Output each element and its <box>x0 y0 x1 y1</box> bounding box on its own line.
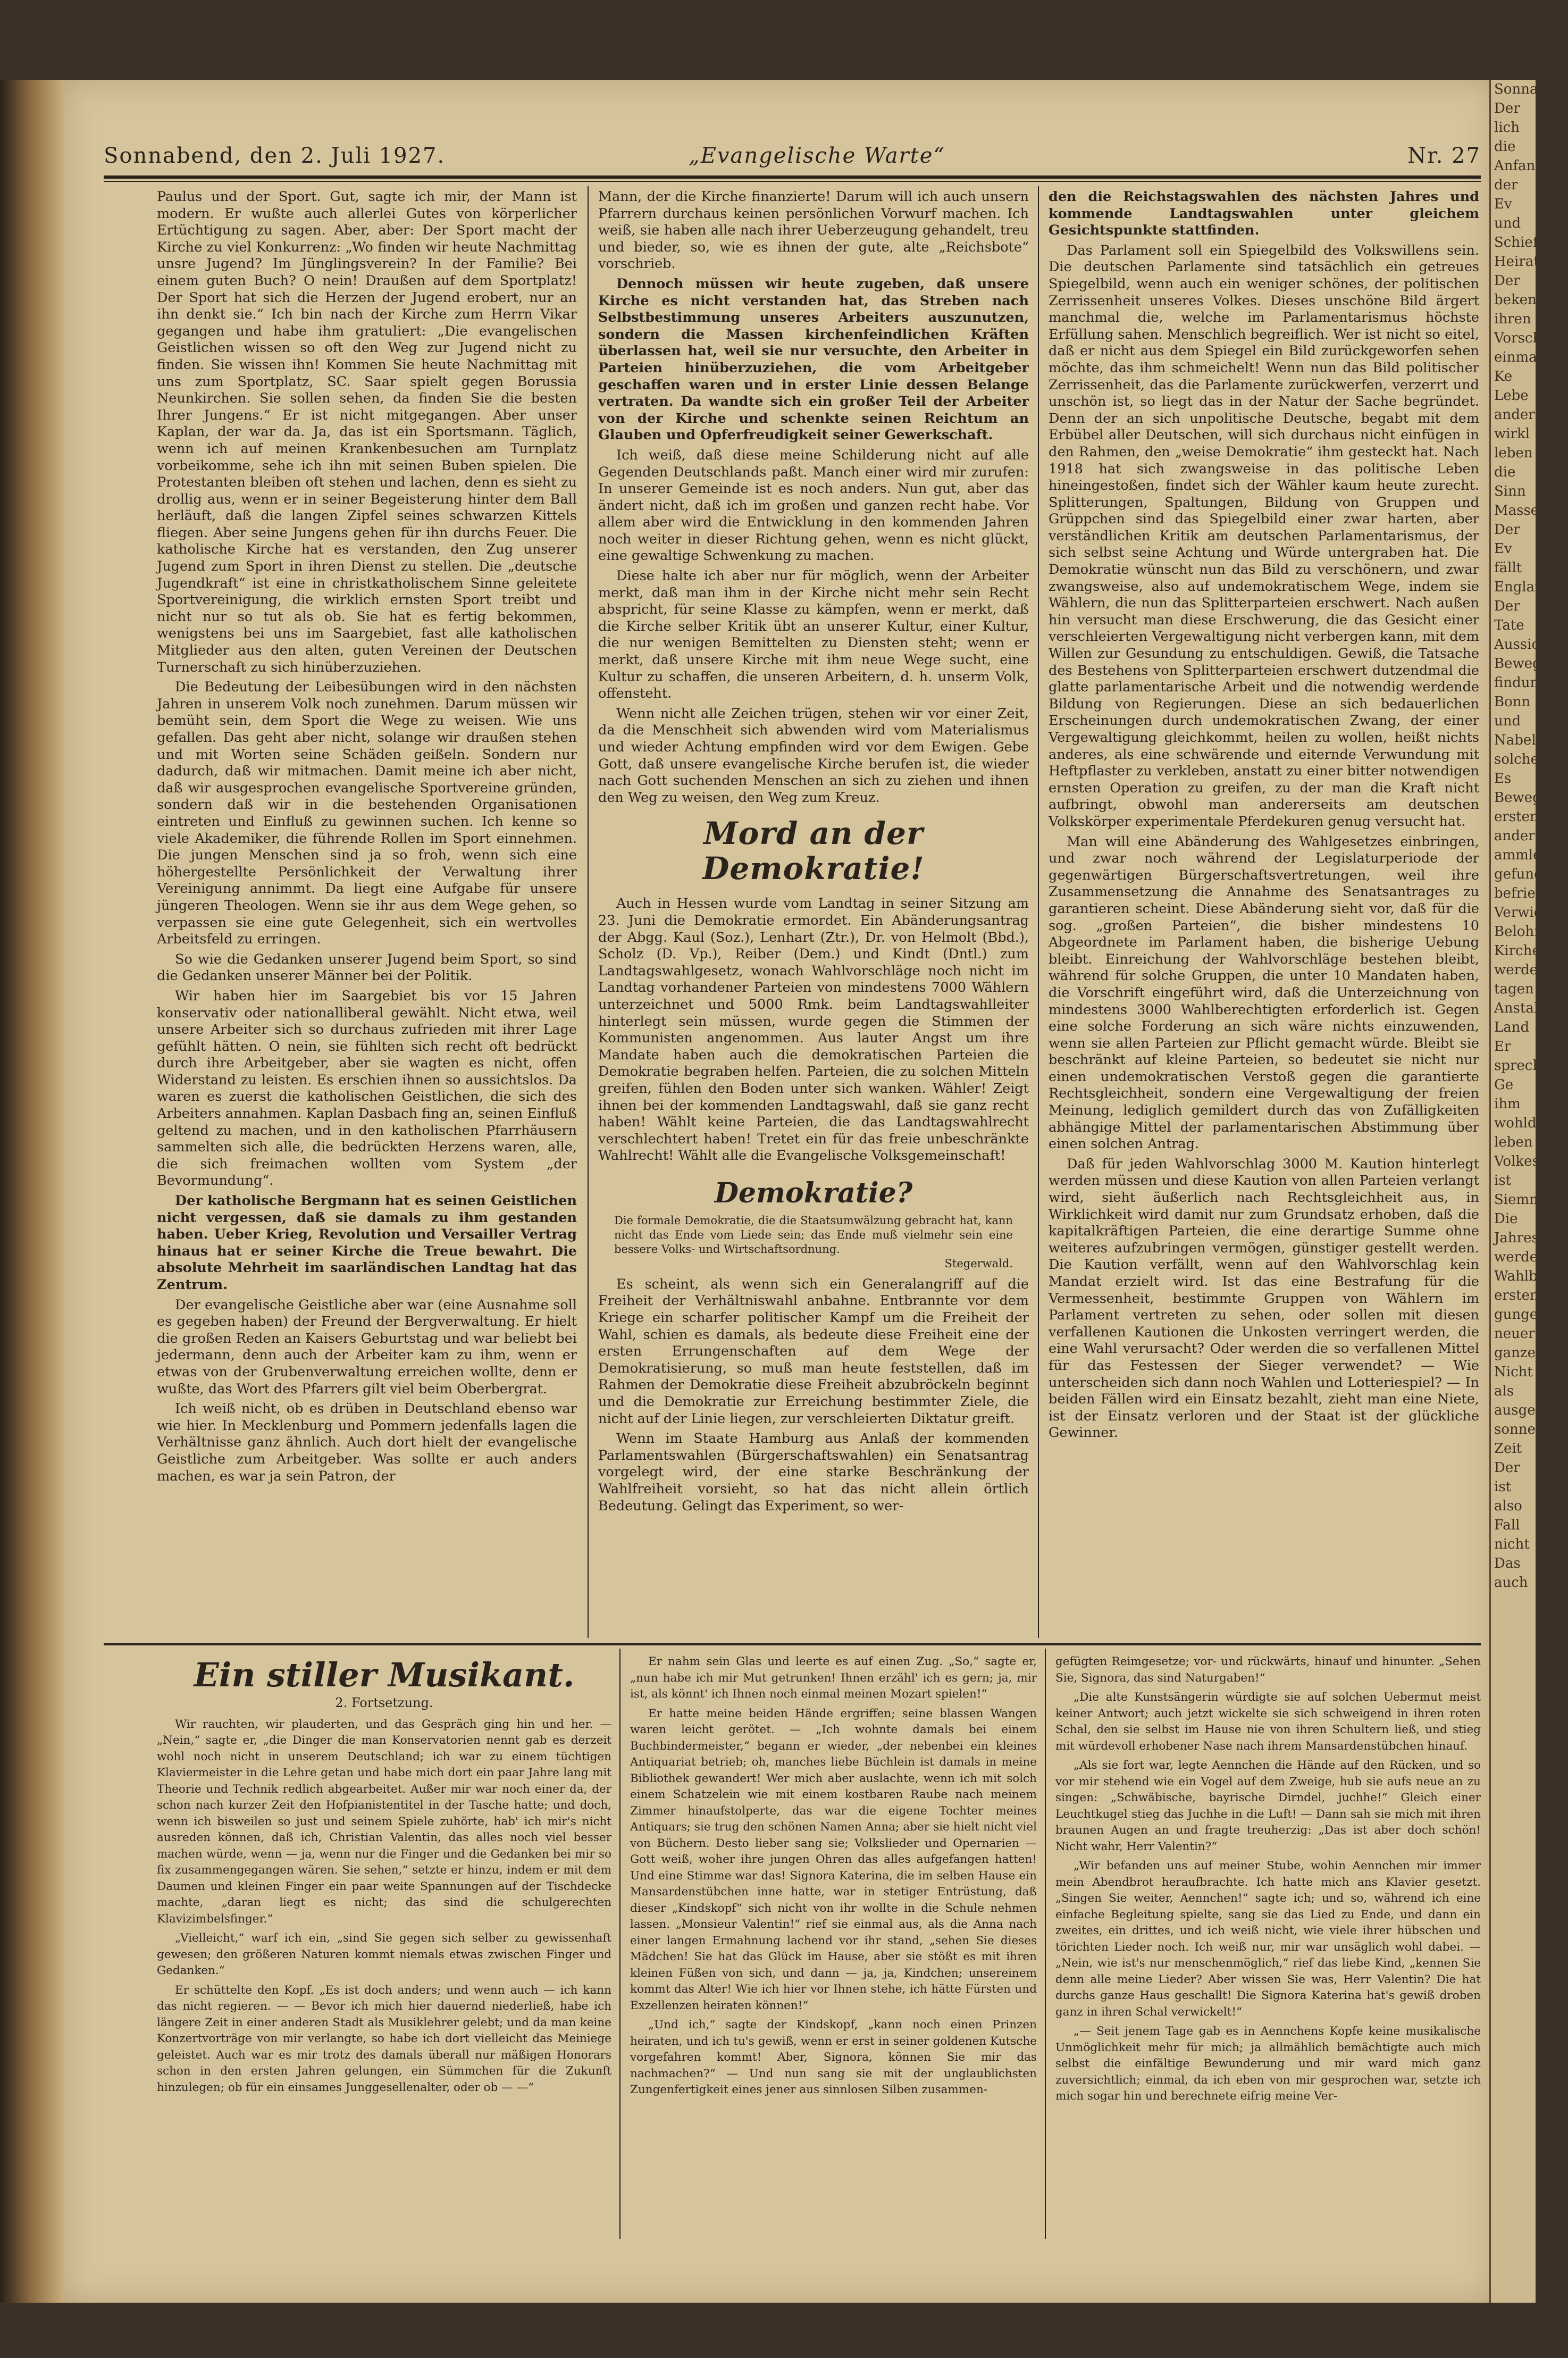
edge-fragment: bekenn <box>1494 292 1546 308</box>
edge-fragment: werden <box>1494 1249 1547 1265</box>
edge-fragment: Der <box>1494 273 1520 289</box>
edge-fragment: Vorsch <box>1494 330 1542 346</box>
paragraph: Das Parlament soll ein Spiegelbild des Volkswillens sein. Die deutschen Parlamente sind tatsächlich ein getreues Spiegelbild, wenn auch ein weniger schönes, der politischen Zerrissenheit unseres Volkes. Dieses unschöne Bild ärgert manchmal die, welche im Parlamentarismus höchste Erfüllung sahen. Menschlich begreiflich. Wer ist nicht so eitel, daß er nicht aus dem Spiegel ein Bild zurückgeworfen sehen möchte, das ihm schmeichelt! Wenn nun das Bild politischer Zerrissenheit, das die Parlamente zurückwerfen, verzerrt und unschön ist, so liegt das in der Natur der Sache begründet. Denn der an sich unpolitische Deutsche, begabt mit dem Erbübel aller Deutschen, will sich durchaus nicht einfügen in den Rahmen, den „weise Demokratie“ ihm gesteckt hat. Nach 1918 hat sich zwangsweise in das politische Leben hineingestoßen, findet sich der Wähler kaum heute zurecht. Splitterungen, Spaltungen, Bildung von Gruppen und Grüppchen sind das Spiegelbild einer zwar harten, aber verständlichen Kritik am deutschen Parlamentarismus, der sich selbst seine Achtung und Würde untergraben hat. Die Demokratie wünscht nun das Bild zu verschönern, und zwar zwangsweise, also auf undemokratischem Wege, indem sie Wählern, die nun das Splitterparteien erschwert. Nach außen hin versucht man diese Erschwerung, die das Gesicht einer verschleierten Vergewaltigung nicht verbergen kann, mit dem Willen zur Gesundung zu entschuldigen. Gewiß, die Tatsache des Bestehens von Splitterparteien erschwert dutzendmal die glatte parlamentarische Arbeit und die notwendig werdende Bildung von Regierungen. Diese an sich bedauerlichen Erscheinungen durch undemokratischen Zwang, der einer Vergewaltigung gleichkommt, heilen zu wollen, heißt nichts anderes, als eine schwärende und eiternde Verwundung mit Heftpflaster zu verkleben, anstatt zu einer bitter notwendigen ernsten Operation zu greifen, zu der man die Kraft nicht aufbringt, obwohl man andererseits am deutschen Volkskörper experimentale Pferdekuren genug versucht hat. <box>1049 242 1479 830</box>
column-divider <box>1045 1649 1046 2239</box>
edge-fragment: ist <box>1494 1479 1512 1495</box>
paragraph: Der evangelische Geistliche aber war (eine Ausnahme soll es gegeben haben) der Freund der Bergverwaltung. Er hielt die großen Reden an Kaisers Geburtstag und war beliebt bei jedermann, denn auch der Arbeiter kam zu ihm, wenn er etwas von der Grubenverwaltung erreichen wollte, denn er wußte, das Wort des Pfarrers gilt viel beim Oberbergrat. <box>157 1297 577 1397</box>
paragraph: Er hatte meine beiden Hände ergriffen; seine blassen Wangen waren leicht gerötet. — „Ich wohnte damals bei einem Buchbindermeister,“ begann er wieder, „der nebenbei ein kleines Antiquariat betrieb; oh, manches liebe Büchlein ist damals in meine Bibliothek gewandert! Wer mich aber auslachte, wenn ich mit solch einem Schatzelein wie mit einem kostbaren Raube nach meinem Zimmer hinaufstolperte, das war die eigene Tochter meines Antiquars; sie trug den schönen Namen Anna; aber sie hielt nicht viel von Büchern. Desto lieber sang sie; Volkslieder und Opernarien — Gott weiß, woher ihre jungen Ohren das alles aufgefangen hatten! Und eine Stimme war das! Signora Katerina, die im selben Hause ein Mansardenstübchen inne hatte, war in stetiger Entrüstung, daß dieser „Kindskopf“ sich nicht von ihr wollte in die Schule nehmen lassen. „Monsieur Valentin!“ rief sie einmal aus, als die Anna nach einer langen Ermahnung lachend vor ihr stand, „sehen Sie dieses Mädchen! Sie hat das Glück im Hause, aber sie stößt es mit ihren kleinen Füßen von sich, und dann — ja, ja, Kindchen; unsereinem kommt das Alter! Wie ich hier vor Ihnen stehe, ich hätte Fürsten und Exzellenzen heiraten können!“ <box>630 1707 1037 2012</box>
paragraph: den die Reichstagswahlen des nächsten Jahres und kommende Landtagswahlen unter gleichem Gesichtspunkte stattfinden. <box>1049 189 1479 239</box>
paragraph: Ich weiß, daß diese meine Schilderung nicht auf alle Gegenden Deutschlands paßt. Manch einer wird mir zurufen: In unserer Gemeinde ist es noch anders. Nun gut, aber das ändert nicht, daß ich im großen und ganzen recht habe. Vor allem aber wird die Entwicklung in den kommenden Jahren noch weiter in dieser Richtung gehen, wenn es nicht glückt, eine gewaltige Schwenkung zu machen. <box>598 447 1029 564</box>
edge-fragment: Zeit <box>1494 1441 1522 1457</box>
book-spine <box>0 80 74 2303</box>
column-divider <box>588 186 589 1638</box>
edge-fragment: die <box>1494 464 1516 480</box>
edge-fragment: Masse <box>1494 503 1539 519</box>
edge-fragment: Ge <box>1494 1077 1514 1093</box>
edge-fragment: leben <box>1494 445 1533 461</box>
edge-fragment: und <box>1494 713 1521 729</box>
feuilleton-rule <box>104 1643 1481 1645</box>
paragraph: Wenn im Staate Hamburg aus Anlaß der kommenden Parlamentswahlen (Bürgerschaftswahlen) ein Senatsantrag vorgelegt wird, der eine starke Beschränkung der Wahlfreiheit vorsieht, so hat das nicht allein örtlich Bedeutung. Gelingt das Experiment, so wer- <box>598 1431 1029 1514</box>
paragraph: Dennoch müssen wir heute zugeben, daß unsere Kirche es nicht verstanden hat, das Streben nach Selbstbestimmung unseres Arbeiters auszunutzen, sondern die Massen kirchenfeindlichen Kräften überlassen hat, weil sie nur versuchte, den Arbeiter in Parteien hinüberzuziehen, die vom Arbeitgeber geschaffen waren und in erster Linie dessen Belange vertraten. Da wandte sich ein großer Teil der Arbeiter von der Kirche und schenkte seinen Reichtum an Glauben und Opferfreudigkeit seiner Gewerkschaft. <box>598 275 1029 444</box>
epigraph <box>614 1214 1013 1271</box>
paragraph: „— Seit jenem Tage gab es in Aennchens Kopfe keine musikalische Unmöglichkeit mehr für mich; ja allmählich bemächtigte auch mich selbst die einfältige Bewunderung und mir ward mich ganz zuversichtlich; einmal, da ich eben von mir gesprochen war, setzte ich mich sogar hin und berechnete eifrig meine Ver- <box>1055 2025 1481 2103</box>
edge-fragment: werden <box>1494 962 1547 978</box>
article-column-3 <box>1049 189 1479 1638</box>
paragraph: „Die alte Kunstsängerin würdigte sie auf solchen Uebermut meist keiner Antwort; auch jetzt wickelte sie sich schweigend in ihren roten Schal, den sie selbst im Hause nie von ihren Schultern ließ, und stieg mit würdevoll erhobener Nase nach ihrem Mansardenstübchen hinauf. <box>1055 1691 1481 1753</box>
edge-fragment: Anstalt <box>1494 1000 1544 1016</box>
edge-fragment: ihren <box>1494 311 1531 327</box>
edge-fragment: Das <box>1494 1556 1521 1571</box>
edge-fragment: als <box>1494 1383 1514 1399</box>
edge-fragment: Belohnt <box>1494 924 1549 940</box>
edge-fragment: Ke <box>1494 369 1513 384</box>
paragraph: Paulus und der Sport. Gut, sagte ich mir, der Mann ist modern. Er wußte auch allerlei Gutes von körperlicher Ertüchtigung zu sagen. Aber, aber: Der Sport macht der Kirche zu viel Konkurrenz: „Wo finden wir heute Nachmittag unsre Jugend? Im Jünglingsverein? In der Familie? Bei einem guten Buch? O nein! Draußen auf dem Sportplatz! Der Sport hat sich die Herzen der Jugend erobert, nur an ihn denkt sie.“ Ich bin nach der Kirche zum Herrn Vikar gegangen und habe ihm gratuliert: „Die evangelischen Geistlichen wissen so oft den Weg zur Jugend nicht zu finden. Sie wissen ihn! Kommen Sie heute Nachmittag mit uns zum Sportplatz, SC. Saar spielt gegen Borussia Neunkirchen. Sie sollen sehen, da finden Sie die besten Ihrer Jungens.“ Er ist nicht mitgegangen. Aber unser Kaplan, der war da. Ja, das ist ein Sportsmann. Täglich, wenn ich auf meinen Krankenbesuchen am Turnplatz vorbeikomme, sehe ich ihn mit seinen Buben spielen. Die Protestanten bleiben oft stehen und lachen, denn es sieht zu drollig aus, wenn er in seiner Begeisterung hinter dem Ball herläuft, daß die langen Zipfel seines schwarzen Kittels fliegen. Aber seine Jungens gehen für ihn durchs Feuer. Die katholische Kirche hat es verstanden, den Zug unserer Jugend zum Sport in ihren Dienst zu stellen. Die „deutsche Jugendkraft“ ist eine in christkatholischem Sinne geleitete Sportvereinigung, die wirklich ernsten Sport treibt und nicht nur so tut als ob. Sie hat es fertig bekommen, wenigstens bei uns im Saargebiet, fast alle katholischen Mitglieder aus den alten, guten Vereinen der Deutschen Turnerschaft zu sich hinüberzuziehen. <box>157 189 577 675</box>
edge-fragment: Aussicht <box>1494 637 1554 653</box>
paragraph: Daß für jeden Wahlvorschlag 3000 M. Kaution hinterlegt werden müssen und diese Kaution von allen Parteien verlangt wird, sieht äußerlich nach Rechtsgleichheit aus, in Wirklichkeit wird damit nur zum Grundsatz erhoben, daß die kapitalkräftigen Parteien, die eine derartige Summe ohne weiteres aufzubringen vermögen, günstiger gestellt werden. Die Kaution verfällt, wenn auf den Wahlvorschlag kein Mandat erzielt wird. Ist das eine Bestrafung für die Vermessenheit, bestimmte Gruppen von Wählern im Parlament vertreten zu sehen, oder sollen mit diesen verfallenen Kautionen die Unkosten verringert werden, die eine Wahl verursacht? Oder werden die so verfallenen Mittel für das Festessen der Sieger verwendet? — Wie unterscheiden sich dann noch Wahlen und Lotteriespiel? — In beiden Fällen wird ein Einsatz bezahlt, zieht man eine Niete, ist der Einsatz verloren und der Staat ist der glückliche Gewinner. <box>1049 1156 1479 1441</box>
next-page-edge <box>1489 80 1568 2303</box>
paragraph: „Als sie fort war, legte Aennchen die Hände auf den Rücken, und so vor mir stehend wie ein Vogel auf dem Zweige, hub sie aufs neue an zu singen: „Schwäbische, bayrische Dirndel, juchhe!“ Gleich einer Leuchtkugel stieg das Juchhe in die Luft! — Dann sah sie mich mit ihren braunen Augen an und fragte treuherzig: „Das ist aber doch schön! Nicht wahr, Herr Valentin?“ <box>1055 1759 1481 1853</box>
edge-fragment: Lebe <box>1494 388 1529 404</box>
edge-fragment: Fall <box>1494 1517 1520 1533</box>
edge-fragment: Die <box>1494 1211 1518 1227</box>
edge-fragment: Siemme <box>1494 1192 1551 1208</box>
paragraph: Es scheint, als wenn sich ein Generalangriff auf die Freiheit der Verhältniswahl anbahne. Entbrannte vor dem Kriege ein scharfer politischer Kampf um die Freiheit der Wahl, schien es damals, als bedeute diese Freiheit eine der ersten Errungenschaften auf dem Wege der Demokratisierung, so muß man heute feststellen, daß im Rahmen der Demokratie diese Freiheit abzubröckeln beginnt und die Demokratie zur Erreichung bestimmter Ziele, die nicht auf der Linie liegen, zur verschleierten Diktatur greift. <box>598 1276 1029 1427</box>
header-date: Sonnabend, den 2. Juli 1927. <box>104 144 446 168</box>
edge-fragment: ganzen <box>1494 1345 1545 1361</box>
paragraph: Man will eine Abänderung des Wahlgesetzes einbringen, und zwar noch während der Legislaturperiode der gegenwärtigen Bürgerschaftsvertretungen, weil ihre Zusammensetzung die Annahme des Senatsantrages zu garantieren scheint. Diese Abänderung sieht vor, daß für die sog. „großen Parteien“, die bisher mindestens 10 Abgeordnete im Parlament haben, die bisherige Uebung bleibt. Einreichung der Wahlvorschläge bestehen bleibt, während für solche Gruppen, die unter 10 Mandaten haben, die Vorschrift eingeführt wird, daß die Unterzeichnung von mindestens 3000 Wahlberechtigten erforderlich ist. Gegen eine solche Forderung an sich wäre nichts einzuwenden, wenn sie allen Parteien zur Pflicht gemacht würde. Bleibt sie beschränkt auf kleine Parteien, so bedeutet sie nicht nur einen undemokratischen Verstoß gegen die garantierte Rechtsgleichheit, sondern eine Vergewaltigung der freien Meinung, lediglich gemildert durch das von Zufälligkeiten abhängige Mittel der parlamentarischen Abstimmung über einen solchen Antrag. <box>1049 833 1479 1152</box>
feuilleton-column-1 <box>157 1651 611 2236</box>
paragraph: Diese halte ich aber nur für möglich, wenn der Arbeiter merkt, daß man ihm in der Kirche nicht mehr sein Recht abspricht, für seine Klasse zu kämpfen, wenn er merkt, daß die Kirche selber Kritik übt an unserer Kultur, einer Kultur, die nur wenigen Bemittelten zu Diensten steht; wenn er merkt, daß unsere Kirche mit ihm neue Wege sucht, eine Kultur zu schaffen, die unseren Arbeitern, d. h. unserm Volk, offensteht. <box>598 568 1029 702</box>
paragraph: „Wir befanden uns auf meiner Stube, wohin Aennchen mir immer mein Abendbrot heraufbrachte. Ich hatte mich ans Klavier gesetzt. „Singen Sie weiter, Aennchen!“ sagte ich; und so, während ich eine einfache Begleitung spielte, sang sie das Lied zu Ende, und dann ein zweites, ein drittes, und ich weiß nicht, wie viele ihrer hübschen und törichten Lieder noch. Ich weiß nur, mir war unsäglich wohl dabei. — „Nein, wie ist's nur menschenmöglich,“ rief das liebe Kind, „kennen Sie denn alle meine Lieder? Aber wissen Sie was, Herr Valentin? Die hat durchs ganze Haus geschallt! Die Signora Katerina hat's gewiß droben ganz in ihren Schal verwickelt!“ <box>1055 1859 1481 2019</box>
edge-fragment: Wahlbe <box>1494 1268 1546 1284</box>
edge-fragment: andere <box>1494 828 1544 844</box>
paragraph: So wie die Gedanken unserer Jugend beim Sport, so sind die Gedanken unserer Männer bei der Politik. <box>157 951 577 984</box>
edge-fragment: Anfang <box>1494 158 1545 174</box>
headline-demokratie: Demokratie? <box>714 1176 913 1209</box>
edge-fragment: ammle <box>1494 847 1541 863</box>
edge-fragment: findung <box>1494 675 1548 691</box>
edge-fragment: tagen <box>1494 981 1534 997</box>
edge-fragment: fällt <box>1494 560 1522 576</box>
paragraph: Mann, der die Kirche finanzierte! Darum will ich auch unsern Pfarrern durchaus keinen persönlichen Vorwurf machen. Ich weiß, sie haben alle nach ihrer Ueberzeugung gehandelt, treu und bieder, so, wie es ihnen der gute, alte „Reichsbote“ vorschrieb. <box>598 189 1029 272</box>
edge-fragment: gefunden <box>1494 866 1560 882</box>
edge-fragment: sprechen <box>1494 1058 1559 1074</box>
edge-fragment: also <box>1494 1498 1522 1514</box>
edge-fragment: Heirat <box>1494 254 1539 270</box>
feuilleton-subtitle: 2. Fortsetzung. <box>335 1695 433 1710</box>
edge-fragment: Schiefe <box>1494 235 1546 250</box>
feuilleton-column-3 <box>1055 1654 1481 2236</box>
edge-fragment: Bewegung <box>1494 656 1568 672</box>
edge-fragment: Land <box>1494 1019 1530 1035</box>
edge-fragment: leben <box>1494 1134 1533 1150</box>
epigraph-text: Die formale Demokratie, die die Staatsumwälzung gebracht hat, kann nicht das Ende vom Liede sein; das Ende muß vielmehr sein eine bessere Volks- und Wirtschaftsordnung. <box>614 1214 1013 1256</box>
edge-fragment: und <box>1494 215 1521 231</box>
edge-fragment: nicht <box>1494 1536 1530 1552</box>
edge-fragment: Nabeloß <box>1494 732 1554 748</box>
edge-fragment: einmal <box>1494 349 1541 365</box>
edge-fragment: Sonna <box>1494 81 1538 97</box>
edge-fragment: wohlder <box>1494 1115 1552 1131</box>
edge-fragment: Bewegu <box>1494 790 1550 806</box>
paragraph: Wenn nicht alle Zeichen trügen, stehen wir vor einer Zeit, da die Menschheit sich abwenden wird vom Materialismus und wieder Achtung empfinden wird vor dem Ewigen. Gebe Gott, daß unsere evangelische Kirche berufen ist, die wieder nach Gott suchenden Menschen an sich zu ziehen und ihnen den Weg zu weisen, den Weg zum Kreuz. <box>598 705 1029 806</box>
edge-fragment: ersten <box>1494 1287 1539 1303</box>
feuilleton-title: Ein stiller Musikant. <box>194 1655 575 1694</box>
column-divider <box>1038 186 1039 1638</box>
column-divider <box>619 1649 621 2239</box>
edge-fragment: Sinn <box>1494 483 1526 499</box>
edge-fragment: ist <box>1494 1173 1512 1189</box>
edge-fragment: wirkl <box>1494 426 1530 442</box>
edge-fragment: ihm <box>1494 1096 1521 1112</box>
edge-fragment: Volkes <box>1494 1153 1539 1169</box>
header-publication: „Evangelische Warte“ <box>689 144 945 168</box>
edge-fragment: neuere <box>1494 1326 1544 1342</box>
edge-fragment: Er <box>1494 1039 1511 1055</box>
header-rule-thin <box>104 181 1481 182</box>
headline-mord-an-der-demokratie: Mord an der Demokratie! <box>702 815 925 887</box>
edge-fragment: ersten <box>1494 809 1539 825</box>
paragraph: „Und ich,“ sagte der Kindskopf, „kann noch einen Prinzen heiraten, und ich tu's gewiß, wenn er erst in seiner goldenen Kutsche vorgefahren kommt! Aber, Signora, können Sie mir das nachmachen?“ — Und nun sang sie mit der unglaublichsten Zungenfertigkeit eines jener aus sinnlosen Silben zusammen- <box>630 2018 1037 2096</box>
edge-fragment: Es <box>1494 771 1512 787</box>
edge-fragment: solcher <box>1494 751 1546 767</box>
article-column-2 <box>598 189 1029 1638</box>
edge-fragment: auch <box>1494 1575 1528 1591</box>
edge-fragment: Tate <box>1494 617 1524 633</box>
edge-fragment: ausgesp <box>1494 1402 1552 1418</box>
paragraph: Auch in Hessen wurde vom Landtag in seiner Sitzung am 23. Juni die Demokratie ermordet. Ein Abänderungsantrag der Abgg. Kaul (Soz.), Lenhart (Ztr.), Dr. von Helmolt (Bbd.), Scholz (D. Vp.), Reiber (Dem.) und Kindt (Dntl.) zum Landtagswahlgesetz, wonach Wahlvorschläge noch nicht im Landtag vorhandener Parteien von mindestens 7000 Wählern unterzeichnet und 5000 Rmk. beim Landtagswahlleiter hinterlegt sein müssen, wurde gegen die Stimmen der Kommunisten angenommen. Aus lauter Angst um ihre Mandate haben auch die demokratischen Parteien die Demokratie begraben helfen. Parteien, die zu solchen Mitteln greifen, fühlen den Boden unter sich wanken. Wähler! Zeigt ihnen bei der kommenden Landtagswahl, daß sie ganz recht haben! Wählt keine Parteien, die das Landtagswahlrecht verschlechtert haben! Tretet ein für das freie unbeschränkte Wahlrecht! Wählt alle die Evangelische Volksgemeinschaft! <box>598 896 1029 1164</box>
epigraph-author: Stegerwald. <box>944 1257 1013 1270</box>
header-rule <box>104 175 1481 179</box>
edge-fragment: Der <box>1494 598 1520 614</box>
paragraph: Ich weiß nicht, ob es drüben in Deutschland ebenso war wie hier. In Mecklenburg und Pommern jedenfalls lagen die Verhältnisse ganz ähnlich. Auch dort hielt der evangelische Geistliche zum Arbeitgeber. Was sollte er auch anders machen, es war ja sein Patron, der <box>157 1401 577 1484</box>
edge-fragment: sonne <box>1494 1422 1536 1437</box>
edge-fragment: Verwie <box>1494 905 1542 921</box>
paragraph: Er schüttelte den Kopf. „Es ist doch anders; und wenn auch — ich kann das nicht regieren. — — Bevor ich mich hier dauernd niederließ, habe ich längere Zeit in einer anderen Stadt als Musiklehrer gelebt; und da man keine Konzertvorträge von mir verlangte, so habe ich dort vielleicht das Meiniege geleistet. Auch war es mir trotz des damals überall nur mäßigen Honorars schon in den ersten Jahren gelungen, ein Sümmchen für die Zukunft hinzulegen; ob für ein einsames Junggesellenalter, oder ob — —“ <box>157 1983 611 2094</box>
paragraph: gefügten Reimgesetze; vor- und rückwärts, hinauf und hinunter. „Sehen Sie, Signora, das sind Naturgaben!“ <box>1055 1655 1481 1685</box>
edge-fragment: Der <box>1494 1460 1520 1476</box>
header-issue-number: Nr. 27 <box>1407 144 1481 168</box>
edge-fragment: befrieden <box>1494 885 1562 901</box>
edge-fragment: anders <box>1494 407 1542 423</box>
edge-fragment: England <box>1494 579 1553 595</box>
edge-fragment: Der <box>1494 101 1520 116</box>
edge-fragment: Ev <box>1494 541 1512 557</box>
paragraph: „Vielleicht,“ warf ich ein, „sind Sie gegen sich selber zu gewissenhaft gewesen; den größeren Naturen kommt niemals etwas zwischen Finger und Gedanken.“ <box>157 1931 611 1977</box>
edge-fragment: Der <box>1494 522 1520 538</box>
page-header <box>104 144 1481 175</box>
feuilleton-column-2 <box>630 1654 1037 2236</box>
edge-fragment: der Ev <box>1494 177 1518 212</box>
edge-fragment: lich die <box>1494 120 1520 155</box>
paragraph: Die Bedeutung der Leibesübungen wird in den nächsten Jahren in unserem Volk noch zunehmen. Darum müssen wir bemüht sein, dem Sport die Wege zu weisen. Wie uns gefallen. Das geht aber nicht, solange wir draußen stehen und mit Worten seine Schäden geißeln. Sondern nur dadurch, daß wir mitmachen. Damit meine ich aber nicht, daß wir ausgesprochen evangelische Sportvereine gründen, sondern daß wir in die bestehenden Organisationen eintreten und Einfluß zu gewinnen suchen. Ich kenne so viele Akademiker, die führende Rollen im Sport einnehmen. Die jungen Menschen sind ja so froh, wenn sich eine höhergestellte Persönlichkeit der Verwaltung ihrer Vereinigung annimmt. Da liegt eine Aufgabe für unsere jüngeren Theologen. Wenn sie ihr aus dem Wege gehen, so verpassen sie eine gute Gelegenheit, sich ein wertvolles Arbeitsfeld zu erringen. <box>157 679 577 948</box>
paragraph: Er nahm sein Glas und leerte es auf einen Zug. „So,“ sagte er, „nun habe ich mir Mut getrunken! Ihnen erzähl' ich es gern; ja, mir ist, als könnt' ich Ihnen noch einmal meinen Mozart spielen!“ <box>630 1655 1037 1701</box>
paragraph: Wir rauchten, wir plauderten, und das Gespräch ging hin und her. — „Nein,“ sagte er, „die Dinger die man Konservatorien nennt gab es derzeit wohl noch nicht in unserem Deutschland; ich war zu einem tüchtigen Klaviermeister in die Lehre getan und habe mich dort ein paar Jahre lang mit Theorie und Technik redlich abgearbeitet. Außer mir war noch einer da, der schon nach kurzer Zeit den Hofpianistentitel in der Tasche hatte; und doch, wenn ich bisweilen so just und seinem Spiele zuhörte, hab' ich mir's nicht ausreden können, daß ich, Christian Valentin, das alles noch viel besser machen würde, wenn — ja, wenn nur die Finger und die Gedanken bei mir so fix zusammengegangen wären. Sie sehen,“ setzte er hinzu, indem er mit dem Daumen und kleinen Finger ein paar weite Spannungen auf der Tischdecke machte, „daran liegt es nicht; das sind die schulgerechten Klavizimbelsfinger.“ <box>157 1717 611 1926</box>
edge-fragment: Kirche <box>1494 943 1540 959</box>
edge-fragment: Jahresf <box>1494 1230 1544 1246</box>
edge-fragment: Nicht <box>1494 1364 1533 1380</box>
article-column-1 <box>157 189 577 1638</box>
edge-fragment: gungen <box>1494 1307 1547 1323</box>
paragraph: Der katholische Bergmann hat es seinen Geistlichen nicht vergessen, daß sie damals zu ihm gestanden haben. Ueber Krieg, Revolution und Versailler Vertrag hinaus hat er seiner Kirche die Treue bewahrt. Die absolute Mehrheit im saarländischen Landtag hat das Zentrum. <box>157 1193 577 1293</box>
paragraph: Wir haben hier im Saargebiet bis vor 15 Jahren konservativ oder nationalliberal gewählt. Nicht etwa, weil unsere Arbeiter sich so durchaus zufrieden mit ihrer Lage gefühlt hätten. O nein, sie fühlten sich recht oft bedrückt durch ihre Arbeitgeber, aber sie wagten es nicht, offen Widerstand zu leisten. Es erschien ihnen so aussichtslos. Da waren es zuerst die katholischen Geistlichen, die sich des Arbeiters annahmen. Kaplan Dasbach fing an, seinen Einfluß geltend zu machen, und in den katholischen Pfarrhäusern sammelten sich alle, die bedrückten Herzens waren, alle, die sich freimachen wollten vom System „der Bevormundung“. <box>157 988 577 1189</box>
edge-fragment: Bonn <box>1494 694 1531 710</box>
